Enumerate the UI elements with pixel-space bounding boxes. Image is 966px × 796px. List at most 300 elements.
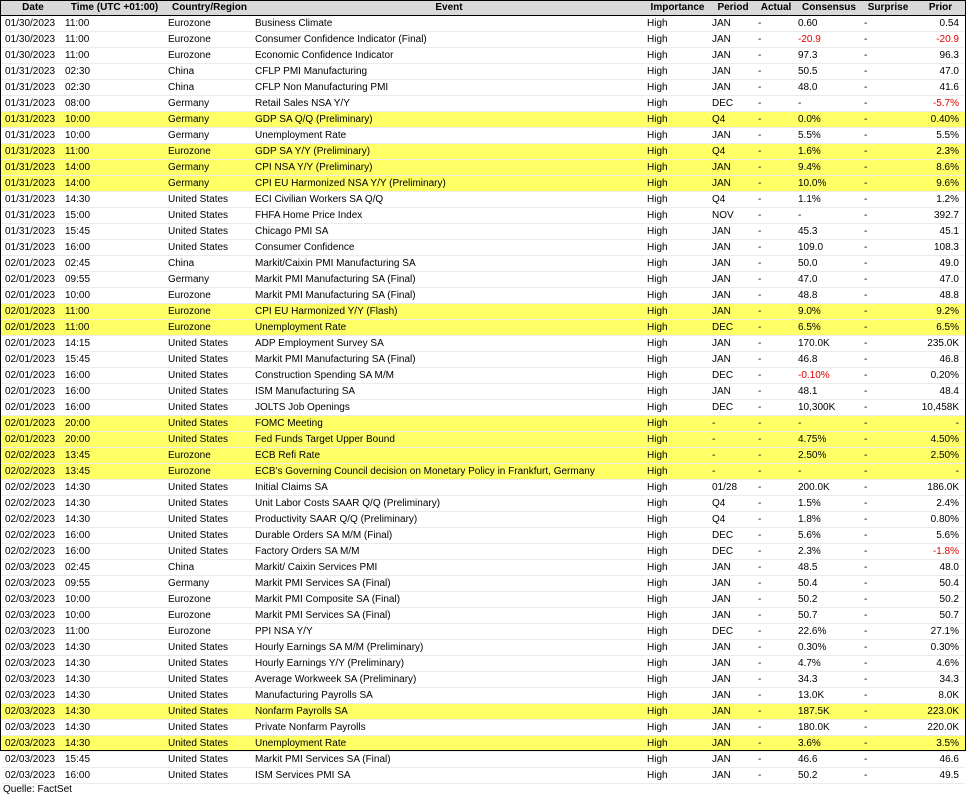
cell-consensus: - xyxy=(798,98,802,109)
table-row xyxy=(1,80,965,96)
cell-time: 16:00 xyxy=(65,370,91,381)
cell-surprise: - xyxy=(864,658,868,669)
cell-prior: 392.7 xyxy=(933,210,959,221)
cell-country: Germany xyxy=(168,162,210,173)
cell-prior: -20.9 xyxy=(936,34,959,45)
cell-prior: 2.3% xyxy=(936,146,959,157)
cell-importance: High xyxy=(647,178,668,189)
table-row xyxy=(1,720,965,736)
cell-time: 09:55 xyxy=(65,578,91,589)
cell-importance: High xyxy=(647,770,668,781)
cell-country: United States xyxy=(168,418,229,429)
cell-date: 02/03/2023 xyxy=(5,690,56,701)
cell-consensus: 50.2 xyxy=(798,770,818,781)
cell-event: ECB's Governing Council decision on Monetary Policy in Frankfurt, Germany xyxy=(255,466,595,477)
cell-period: JAN xyxy=(712,50,731,61)
cell-prior: 48.0 xyxy=(939,562,959,573)
cell-event: CFLP PMI Manufacturing xyxy=(255,66,368,77)
cell-period: JAN xyxy=(712,754,731,765)
cell-country: Eurozone xyxy=(168,50,211,61)
cell-actual: - xyxy=(758,514,762,525)
cell-importance: High xyxy=(647,706,668,717)
cell-prior: 49.0 xyxy=(939,258,959,269)
cell-consensus: 2.50% xyxy=(798,450,827,461)
cell-prior: - xyxy=(955,418,959,429)
cell-importance: High xyxy=(647,130,668,141)
cell-importance: High xyxy=(647,50,668,61)
table-row xyxy=(1,192,965,208)
cell-prior: 8.0K xyxy=(938,690,959,701)
cell-actual: - xyxy=(758,610,762,621)
cell-surprise: - xyxy=(864,498,868,509)
cell-actual: - xyxy=(758,258,762,269)
cell-time: 15:00 xyxy=(65,210,91,221)
cell-prior: 2.50% xyxy=(930,450,959,461)
cell-surprise: - xyxy=(864,18,868,29)
cell-prior: 1.2% xyxy=(936,194,959,205)
cell-event: Unemployment Rate xyxy=(255,130,347,141)
table-row xyxy=(1,112,965,128)
cell-prior: - xyxy=(955,466,959,477)
cell-country: United States xyxy=(168,706,229,717)
cell-actual: - xyxy=(758,546,762,557)
cell-importance: High xyxy=(647,274,668,285)
cell-date: 01/31/2023 xyxy=(5,178,56,189)
header-time: Time (UTC +01:00) xyxy=(61,0,164,16)
table-row xyxy=(1,64,965,80)
cell-event: FHFA Home Price Index xyxy=(255,210,363,221)
table-row xyxy=(1,368,965,384)
table-row xyxy=(1,688,965,704)
cell-country: United States xyxy=(168,354,229,365)
cell-consensus: 46.6 xyxy=(798,754,818,765)
cell-consensus: 48.1 xyxy=(798,386,818,397)
cell-event: Business Climate xyxy=(255,18,333,29)
cell-event: Hourly Earnings Y/Y (Preliminary) xyxy=(255,658,405,669)
cell-date: 02/03/2023 xyxy=(5,626,56,637)
cell-prior: 220.0K xyxy=(927,722,959,733)
cell-actual: - xyxy=(758,18,762,29)
cell-importance: High xyxy=(647,242,668,253)
cell-prior: 108.3 xyxy=(933,242,959,253)
cell-date: 01/31/2023 xyxy=(5,82,56,93)
cell-date: 02/03/2023 xyxy=(5,578,56,589)
cell-actual: - xyxy=(758,690,762,701)
table-row xyxy=(1,288,965,304)
cell-period: JAN xyxy=(712,258,731,269)
cell-period: DEC xyxy=(712,402,734,413)
cell-time: 02:30 xyxy=(65,66,91,77)
cell-date: 01/31/2023 xyxy=(5,130,56,141)
cell-actual: - xyxy=(758,450,762,461)
cell-time: 14:30 xyxy=(65,194,91,205)
cell-importance: High xyxy=(647,658,668,669)
cell-event: Markit PMI Composite SA (Final) xyxy=(255,594,401,605)
table-row xyxy=(1,144,965,160)
cell-country: Eurozone xyxy=(168,290,211,301)
cell-prior: 0.20% xyxy=(930,370,959,381)
cell-consensus: - xyxy=(798,210,802,221)
cell-country: Eurozone xyxy=(168,18,211,29)
cell-period: JAN xyxy=(712,674,731,685)
cell-consensus: 200.0K xyxy=(798,482,830,493)
cell-event: ECI Civilian Workers SA Q/Q xyxy=(255,194,384,205)
cell-event: JOLTS Job Openings xyxy=(255,402,350,413)
cell-time: 14:30 xyxy=(65,514,91,525)
cell-period: JAN xyxy=(712,130,731,141)
cell-actual: - xyxy=(758,178,762,189)
cell-period: DEC xyxy=(712,370,734,381)
cell-prior: 3.5% xyxy=(936,738,959,749)
cell-period: JAN xyxy=(712,290,731,301)
cell-date: 01/31/2023 xyxy=(5,98,56,109)
cell-event: CFLP Non Manufacturing PMI xyxy=(255,82,389,93)
cell-period: JAN xyxy=(712,706,731,717)
cell-period: JAN xyxy=(712,642,731,653)
cell-importance: High xyxy=(647,642,668,653)
cell-event: Markit PMI Manufacturing SA (Final) xyxy=(255,274,416,285)
cell-prior: 223.0K xyxy=(927,706,959,717)
cell-surprise: - xyxy=(864,338,868,349)
cell-importance: High xyxy=(647,674,668,685)
cell-event: Unemployment Rate xyxy=(255,322,347,333)
cell-actual: - xyxy=(758,594,762,605)
cell-date: 01/30/2023 xyxy=(5,18,56,29)
cell-consensus: 0.0% xyxy=(798,114,821,125)
cell-date: 01/31/2023 xyxy=(5,226,56,237)
cell-actual: - xyxy=(758,530,762,541)
cell-consensus: 5.6% xyxy=(798,530,821,541)
cell-country: Eurozone xyxy=(168,322,211,333)
cell-event: FOMC Meeting xyxy=(255,418,323,429)
cell-consensus: 1.6% xyxy=(798,146,821,157)
cell-actual: - xyxy=(758,706,762,717)
cell-country: United States xyxy=(168,722,229,733)
cell-surprise: - xyxy=(864,210,868,221)
cell-time: 16:00 xyxy=(65,402,91,413)
table-row xyxy=(1,656,965,672)
cell-surprise: - xyxy=(864,530,868,541)
cell-period: JAN xyxy=(712,386,731,397)
cell-period: JAN xyxy=(712,226,731,237)
cell-prior: 4.50% xyxy=(930,434,959,445)
cell-date: 01/31/2023 xyxy=(5,242,56,253)
cell-time: 20:00 xyxy=(65,434,91,445)
header-period: Period xyxy=(708,0,754,16)
table-row xyxy=(1,48,965,64)
cell-actual: - xyxy=(758,226,762,237)
cell-surprise: - xyxy=(864,82,868,93)
cell-importance: High xyxy=(647,418,668,429)
table-body xyxy=(1,16,965,784)
cell-prior: 4.6% xyxy=(936,658,959,669)
cell-period: JAN xyxy=(712,162,731,173)
cell-country: United States xyxy=(168,754,229,765)
cell-period: JAN xyxy=(712,578,731,589)
cell-surprise: - xyxy=(864,34,868,45)
cell-surprise: - xyxy=(864,290,868,301)
header-actual: Actual xyxy=(754,0,794,16)
cell-prior: 49.5 xyxy=(939,770,959,781)
cell-importance: High xyxy=(647,114,668,125)
cell-country: Germany xyxy=(168,114,210,125)
table-row xyxy=(1,592,965,608)
cell-prior: 10,458K xyxy=(921,402,959,413)
cell-surprise: - xyxy=(864,258,868,269)
header-surprise: Surprise xyxy=(860,0,912,16)
cell-date: 02/01/2023 xyxy=(5,418,56,429)
cell-consensus: 1.5% xyxy=(798,498,821,509)
cell-actual: - xyxy=(758,562,762,573)
cell-date: 02/03/2023 xyxy=(5,642,56,653)
cell-date: 02/03/2023 xyxy=(5,722,56,733)
cell-time: 16:00 xyxy=(65,546,91,557)
cell-surprise: - xyxy=(864,178,868,189)
cell-country: Germany xyxy=(168,98,210,109)
header-importance: Importance xyxy=(643,0,708,16)
cell-importance: High xyxy=(647,338,668,349)
cell-time: 10:00 xyxy=(65,610,91,621)
cell-prior: 9.6% xyxy=(936,178,959,189)
cell-actual: - xyxy=(758,626,762,637)
cell-time: 20:00 xyxy=(65,418,91,429)
table-row xyxy=(1,544,965,560)
cell-period: 01/28 xyxy=(712,482,738,493)
cell-date: 02/01/2023 xyxy=(5,290,56,301)
cell-actual: - xyxy=(758,386,762,397)
cell-date: 02/02/2023 xyxy=(5,530,56,541)
cell-consensus: 50.5 xyxy=(798,66,818,77)
cell-event: Retail Sales NSA Y/Y xyxy=(255,98,350,109)
cell-event: Markit PMI Manufacturing SA (Final) xyxy=(255,290,416,301)
cell-consensus: 50.2 xyxy=(798,594,818,605)
cell-actual: - xyxy=(758,114,762,125)
table-row xyxy=(1,272,965,288)
cell-actual: - xyxy=(758,658,762,669)
table-row xyxy=(1,352,965,368)
cell-time: 10:00 xyxy=(65,290,91,301)
cell-importance: High xyxy=(647,738,668,749)
table-row xyxy=(1,528,965,544)
header-row xyxy=(1,0,965,16)
cell-date: 01/31/2023 xyxy=(5,162,56,173)
cell-date: 02/01/2023 xyxy=(5,306,56,317)
cell-event: GDP SA Y/Y (Preliminary) xyxy=(255,146,371,157)
cell-period: JAN xyxy=(712,34,731,45)
cell-surprise: - xyxy=(864,418,868,429)
cell-country: United States xyxy=(168,770,229,781)
cell-event: Consumer Confidence xyxy=(255,242,355,253)
economic-calendar-table xyxy=(1,0,965,784)
cell-consensus: 9.4% xyxy=(798,162,821,173)
cell-country: United States xyxy=(168,242,229,253)
table-row xyxy=(1,160,965,176)
cell-surprise: - xyxy=(864,130,868,141)
cell-actual: - xyxy=(758,466,762,477)
cell-period: DEC xyxy=(712,322,734,333)
cell-date: 02/02/2023 xyxy=(5,514,56,525)
cell-time: 14:15 xyxy=(65,338,91,349)
cell-period: JAN xyxy=(712,66,731,77)
cell-country: United States xyxy=(168,514,229,525)
cell-event: Nonfarm Payrolls SA xyxy=(255,706,348,717)
cell-prior: 235.0K xyxy=(927,338,959,349)
cell-country: United States xyxy=(168,658,229,669)
cell-time: 13:45 xyxy=(65,466,91,477)
table-row xyxy=(1,128,965,144)
cell-time: 15:45 xyxy=(65,754,91,765)
cell-importance: High xyxy=(647,594,668,605)
cell-importance: High xyxy=(647,386,668,397)
cell-importance: High xyxy=(647,626,668,637)
cell-time: 11:00 xyxy=(65,50,90,61)
cell-surprise: - xyxy=(864,66,868,77)
cell-consensus: 34.3 xyxy=(798,674,818,685)
cell-time: 11:00 xyxy=(65,34,90,45)
cell-country: China xyxy=(168,258,195,269)
cell-event: Hourly Earnings SA M/M (Preliminary) xyxy=(255,642,424,653)
cell-event: CPI EU Harmonized NSA Y/Y (Preliminary) xyxy=(255,178,446,189)
cell-importance: High xyxy=(647,322,668,333)
cell-consensus: 45.3 xyxy=(798,226,818,237)
cell-date: 02/01/2023 xyxy=(5,354,56,365)
cell-country: United States xyxy=(168,530,229,541)
cell-importance: High xyxy=(647,18,668,29)
cell-surprise: - xyxy=(864,706,868,717)
cell-event: Fed Funds Target Upper Bound xyxy=(255,434,395,445)
cell-time: 14:30 xyxy=(65,658,91,669)
table-row xyxy=(1,560,965,576)
cell-consensus: 4.7% xyxy=(798,658,821,669)
cell-actual: - xyxy=(758,498,762,509)
cell-date: 02/01/2023 xyxy=(5,434,56,445)
cell-date: 02/01/2023 xyxy=(5,402,56,413)
cell-time: 14:30 xyxy=(65,722,91,733)
cell-prior: 2.4% xyxy=(936,498,959,509)
table-row xyxy=(1,384,965,400)
header-event: Event xyxy=(251,0,643,16)
cell-time: 11:00 xyxy=(65,18,90,29)
cell-date: 02/02/2023 xyxy=(5,466,56,477)
cell-importance: High xyxy=(647,290,668,301)
cell-importance: High xyxy=(647,98,668,109)
cell-country: United States xyxy=(168,402,229,413)
cell-importance: High xyxy=(647,226,668,237)
cell-date: 02/01/2023 xyxy=(5,274,56,285)
cell-date: 02/03/2023 xyxy=(5,594,56,605)
cell-date: 02/02/2023 xyxy=(5,498,56,509)
cell-event: CPI EU Harmonized Y/Y (Flash) xyxy=(255,306,398,317)
cell-period: Q4 xyxy=(712,514,726,525)
cell-time: 11:00 xyxy=(65,322,90,333)
cell-prior: 8.6% xyxy=(936,162,959,173)
cell-prior: 47.0 xyxy=(939,66,959,77)
cell-consensus: 1.8% xyxy=(798,514,821,525)
cell-period: JAN xyxy=(712,594,731,605)
cell-country: United States xyxy=(168,674,229,685)
cell-consensus: 3.6% xyxy=(798,738,821,749)
cell-date: 01/30/2023 xyxy=(5,34,56,45)
cell-country: Germany xyxy=(168,274,210,285)
cell-actual: - xyxy=(758,354,762,365)
cell-period: JAN xyxy=(712,354,731,365)
cell-importance: High xyxy=(647,498,668,509)
cell-consensus: 6.5% xyxy=(798,322,821,333)
cell-event: Unit Labor Costs SAAR Q/Q (Preliminary) xyxy=(255,498,441,509)
cell-country: United States xyxy=(168,226,229,237)
cell-time: 15:45 xyxy=(65,226,91,237)
cell-prior: 48.8 xyxy=(939,290,959,301)
cell-surprise: - xyxy=(864,722,868,733)
cell-actual: - xyxy=(758,674,762,685)
cell-event: CPI NSA Y/Y (Preliminary) xyxy=(255,162,373,173)
cell-period: JAN xyxy=(712,18,731,29)
cell-prior: 50.4 xyxy=(939,578,959,589)
cell-event: Economic Confidence Indicator xyxy=(255,50,394,61)
cell-consensus: 97.3 xyxy=(798,50,818,61)
cell-country: United States xyxy=(168,370,229,381)
cell-surprise: - xyxy=(864,514,868,525)
cell-country: United States xyxy=(168,434,229,445)
cell-time: 10:00 xyxy=(65,130,91,141)
cell-time: 14:00 xyxy=(65,162,91,173)
cell-actual: - xyxy=(758,194,762,205)
cell-importance: High xyxy=(647,514,668,525)
cell-event: Markit/ Caixin Services PMI xyxy=(255,562,378,573)
cell-country: United States xyxy=(168,210,229,221)
cell-time: 08:00 xyxy=(65,98,91,109)
cell-actual: - xyxy=(758,578,762,589)
cell-surprise: - xyxy=(864,114,868,125)
table-row xyxy=(1,512,965,528)
cell-surprise: - xyxy=(864,226,868,237)
cell-importance: High xyxy=(647,402,668,413)
cell-importance: High xyxy=(647,370,668,381)
header-country: Country/Region xyxy=(164,0,251,16)
cell-country: Eurozone xyxy=(168,306,211,317)
cell-date: 02/03/2023 xyxy=(5,706,56,717)
cell-prior: 9.2% xyxy=(936,306,959,317)
cell-date: 02/01/2023 xyxy=(5,322,56,333)
cell-importance: High xyxy=(647,450,668,461)
cell-period: JAN xyxy=(712,82,731,93)
cell-consensus: 22.6% xyxy=(798,626,827,637)
cell-prior: 0.30% xyxy=(930,642,959,653)
cell-actual: - xyxy=(758,34,762,45)
table-row xyxy=(1,32,965,48)
cell-importance: High xyxy=(647,210,668,221)
cell-actual: - xyxy=(758,322,762,333)
table-row xyxy=(1,96,965,112)
table-row xyxy=(1,704,965,720)
cell-actual: - xyxy=(758,146,762,157)
table-row xyxy=(1,640,965,656)
cell-date: 01/31/2023 xyxy=(5,114,56,125)
cell-country: United States xyxy=(168,482,229,493)
cell-period: JAN xyxy=(712,690,731,701)
table-row xyxy=(1,336,965,352)
cell-period: - xyxy=(712,418,716,429)
cell-surprise: - xyxy=(864,594,868,605)
cell-prior: 46.6 xyxy=(939,754,959,765)
cell-surprise: - xyxy=(864,466,868,477)
cell-importance: High xyxy=(647,466,668,477)
cell-surprise: - xyxy=(864,578,868,589)
cell-actual: - xyxy=(758,434,762,445)
cell-time: 16:00 xyxy=(65,530,91,541)
cell-event: ISM Services PMI SA xyxy=(255,770,351,781)
table-row xyxy=(1,496,965,512)
